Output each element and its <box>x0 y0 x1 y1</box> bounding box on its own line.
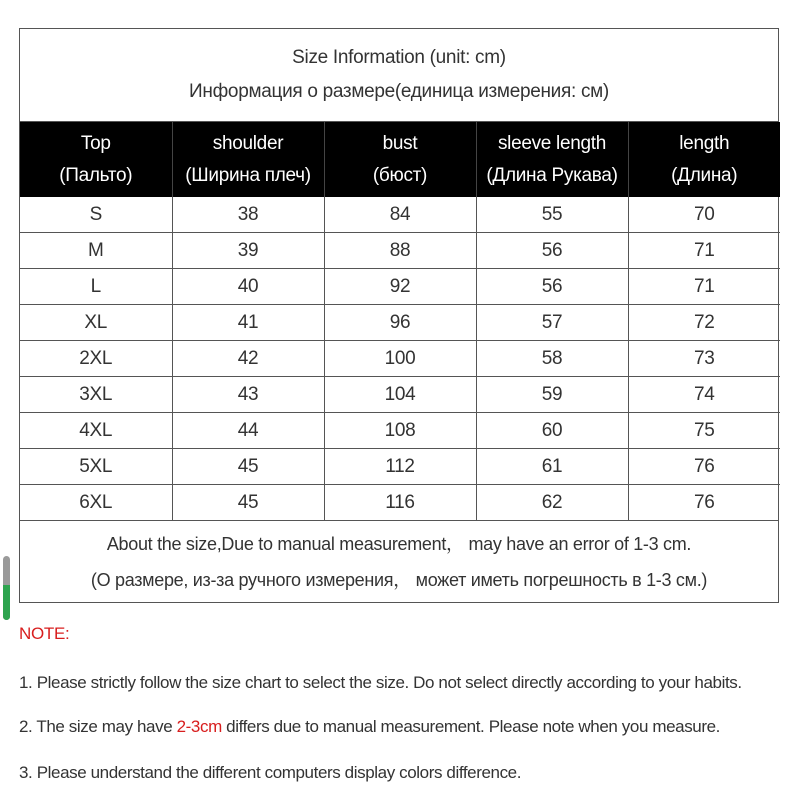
cell-length: 76 <box>628 485 780 521</box>
header-length <box>628 122 780 197</box>
note-text: 2. The size may have <box>19 717 177 736</box>
size-chart-title <box>20 29 778 122</box>
header-shoulder <box>172 122 324 197</box>
cell-sleeve-length: 62 <box>476 485 628 521</box>
scroll-progress-indicator[interactable] <box>3 556 10 620</box>
header-label: sleeve length <box>497 132 607 154</box>
table-row <box>20 341 780 377</box>
cell-sleeve-length: 56 <box>476 269 628 305</box>
cell-shoulder: 44 <box>172 413 324 449</box>
table-row <box>20 485 780 521</box>
cell-length: 73 <box>628 341 780 377</box>
header-label-ru: (Длина) <box>671 164 738 186</box>
cell-sleeve-length: 58 <box>476 341 628 377</box>
cell-sleeve-length: 59 <box>476 377 628 413</box>
footnote-russian: (О размере, из-за ручного измерения， может иметь погрешность в 1-3 см.) <box>90 569 708 590</box>
header-label-ru: (Длина Рукава) <box>486 164 618 186</box>
cell-bust: 108 <box>324 413 476 449</box>
cell-shoulder: 39 <box>172 233 324 269</box>
header-top <box>20 122 172 197</box>
cell-shoulder: 43 <box>172 377 324 413</box>
cell-size: XL <box>20 305 172 341</box>
cell-shoulder: 38 <box>172 197 324 233</box>
cell-bust: 100 <box>324 341 476 377</box>
table-row <box>20 449 780 485</box>
cell-bust: 88 <box>324 233 476 269</box>
header-label: shoulder <box>212 132 284 154</box>
cell-length: 71 <box>628 233 780 269</box>
cell-length: 72 <box>628 305 780 341</box>
header-label: length <box>679 132 730 154</box>
note-heading: NOTE: <box>19 624 70 643</box>
cell-shoulder: 40 <box>172 269 324 305</box>
header-label-ru: (Ширина плеч) <box>185 164 311 186</box>
size-table <box>20 122 780 520</box>
table-row <box>20 269 780 305</box>
header-label: Top <box>80 132 111 154</box>
cell-size: 5XL <box>20 449 172 485</box>
cell-bust: 96 <box>324 305 476 341</box>
note-item <box>19 717 720 737</box>
footnote-english: About the size,Due to manual measurement， may have an error of 1-3 cm. <box>106 533 692 554</box>
note-item: 3. Please understand the different computers display colors difference. <box>19 763 522 782</box>
table-body <box>20 197 780 520</box>
header-label: bust <box>382 132 418 154</box>
cell-size: L <box>20 269 172 305</box>
measurement-footnote <box>20 520 778 602</box>
cell-size: S <box>89 203 102 225</box>
cell-bust: 92 <box>324 269 476 305</box>
header-bust <box>324 122 476 197</box>
cell-length: 74 <box>628 377 780 413</box>
cell-size: 6XL <box>20 485 172 521</box>
cell-sleeve-length: 55 <box>476 197 628 233</box>
cell-size: M <box>20 233 172 269</box>
title-russian: Информация о размере(единица измерения: см) <box>189 81 609 102</box>
table-row <box>20 233 780 269</box>
cell-sleeve-length: 57 <box>476 305 628 341</box>
cell-sleeve-length: 56 <box>476 233 628 269</box>
cell-bust: 116 <box>324 485 476 521</box>
cell-bust: 84 <box>324 197 476 233</box>
cell-bust: 112 <box>324 449 476 485</box>
table-row <box>20 305 780 341</box>
cell-length: 75 <box>628 413 780 449</box>
cell-size: 4XL <box>20 413 172 449</box>
cell-sleeve-length: 61 <box>476 449 628 485</box>
cell-length: 76 <box>628 449 780 485</box>
header-label-ru: (бюст) <box>372 164 428 186</box>
cell-length: 71 <box>628 269 780 305</box>
cell-shoulder: 45 <box>172 485 324 521</box>
cell-size: 3XL <box>20 377 172 413</box>
title-english: Size Information (unit: cm) <box>292 47 506 68</box>
table-row <box>20 413 780 449</box>
note-highlight: 2-3cm <box>176 717 222 736</box>
cell-shoulder: 45 <box>172 449 324 485</box>
cell-shoulder: 42 <box>172 341 324 377</box>
cell-size: 2XL <box>20 341 172 377</box>
cell-length: 70 <box>628 197 780 233</box>
cell-sleeve-length: 60 <box>476 413 628 449</box>
table-header-row <box>20 122 780 197</box>
scroll-progress-fill <box>3 585 10 620</box>
cell-shoulder: 41 <box>172 305 324 341</box>
header-sleeve-length <box>476 122 628 197</box>
table-row <box>20 377 780 413</box>
header-label-ru: (Пальто) <box>59 164 133 186</box>
table-row <box>20 197 780 233</box>
size-chart <box>19 28 779 603</box>
note-text: differs due to manual measurement. Please note when you measure. <box>221 717 720 736</box>
note-item: 1. Please strictly follow the size chart to select the size. Do not select directly according to your habits. <box>19 673 742 692</box>
cell-bust: 104 <box>324 377 476 413</box>
